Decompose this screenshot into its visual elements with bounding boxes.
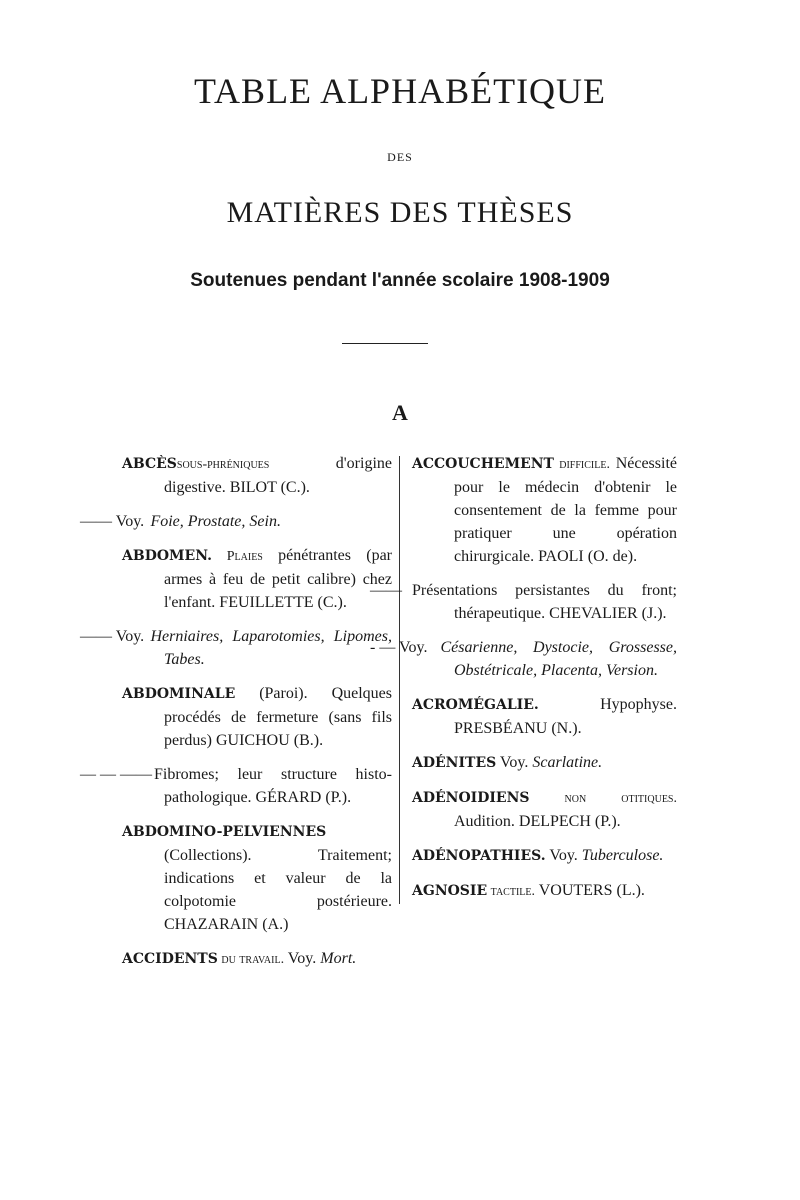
- index-entry: [370, 636, 677, 682]
- index-entry: [122, 452, 392, 499]
- entry-smallcaps: sous-phréniques: [176, 457, 270, 472]
- entry-reference: Scarlatine.: [532, 754, 603, 771]
- right-column: [370, 452, 677, 914]
- entry-heading: ABDOMINO-PELVIENNES: [122, 824, 327, 840]
- index-entry: [122, 682, 392, 752]
- left-column: [80, 452, 393, 982]
- page-tagline: Soutenues pendant l'année scolaire 1908-1909: [190, 270, 610, 291]
- entry-smallcaps: difficile.: [553, 457, 610, 472]
- entry-heading: ABDOMEN.: [122, 548, 212, 564]
- index-entry: [412, 452, 677, 568]
- entry-heading: ACCIDENTS: [122, 951, 218, 967]
- entry-text: pénétrantes (par armes à feu de petit calibre) chez l'enfant. FEUILLETTE (C.).: [164, 547, 393, 611]
- entry-heading: ACROMÉGALIE.: [412, 697, 539, 713]
- entry-dash: —— Voy.: [80, 513, 145, 530]
- entry-text: (Collections). Traitement; indications et valeur de la colpotomie postérieure. CHAZARAIN (A.): [164, 847, 392, 933]
- entry-text: d'origine digestive. BILOT (C.).: [164, 455, 392, 496]
- title-rule: [342, 343, 428, 344]
- entry-heading: ABDOMINALE: [122, 686, 236, 702]
- index-entry: [122, 820, 392, 936]
- entry-heading: ADÉNOIDIENS: [412, 790, 530, 806]
- index-entry: [80, 625, 392, 671]
- entry-dash: — — ——: [80, 766, 152, 783]
- entry-text: VOUTERS (L.).: [535, 882, 645, 899]
- entry-dash: —— Voy.: [80, 628, 145, 645]
- entry-smallcaps: tactile.: [487, 884, 535, 899]
- entry-heading: AGNOSIE: [412, 883, 488, 899]
- title-connector: DES: [387, 150, 413, 164]
- entry-text: Fibromes; leur structure histo-pathologique. GÉRARD (P.).: [154, 766, 392, 806]
- entry-heading: ACCOUCHEMENT: [412, 456, 554, 472]
- entry-smallcaps: Plaies: [211, 549, 263, 564]
- entry-heading: ADÉNITES: [412, 755, 497, 771]
- index-entry: [412, 693, 677, 740]
- entry-heading: ABCÈS: [122, 456, 177, 472]
- index-entry: [412, 879, 677, 903]
- entry-text: Hypophyse. PRESBÉANU (N.).: [454, 696, 677, 737]
- index-entry: [122, 544, 392, 614]
- entry-text: Voy.: [496, 754, 533, 771]
- page-subtitle: MATIÈRES DES THÈSES: [226, 196, 574, 229]
- entry-text: Nécessité pour le médecin d'obtenir le consentement de la femme pour pratiquer une opération chirurgicale. PAOLI (O. de).: [454, 455, 677, 565]
- entry-reference: Foie, Prostate, Sein.: [150, 513, 281, 530]
- index-entry: [412, 786, 677, 833]
- index-entry: [122, 947, 392, 971]
- entry-reference: Herniaires, Laparotomies, Lipomes, Tabes.: [150, 628, 392, 668]
- column-divider: [399, 456, 400, 904]
- entry-text: (Paroi). Quelques procédés de fermeture (sans fils perdus) GUICHOU (B.).: [164, 685, 392, 749]
- index-entry: [412, 751, 677, 775]
- entry-dash: - — Voy.: [370, 639, 428, 656]
- entry-text: Présentations persistantes du front; thérapeutique. CHEVALIER (J.).: [412, 582, 677, 622]
- entry-smallcaps: non otitiques.: [529, 791, 677, 806]
- section-letter: A: [392, 400, 408, 425]
- entry-reference: Césarienne, Dystocie, Grossesse, Obstétricale, Placenta, Version.: [440, 639, 677, 679]
- index-entry: [80, 763, 392, 809]
- page-title: TABLE ALPHABÉTIQUE: [193, 71, 607, 111]
- entry-smallcaps: du travail.: [217, 952, 285, 967]
- entry-text: Voy.: [545, 847, 582, 864]
- index-entry: [80, 510, 392, 533]
- entry-text: Voy.: [284, 950, 321, 967]
- index-entry: ——Présentations persistantes du front; thérapeutique. CHEVALIER (J.).: [370, 582, 677, 622]
- entry-reference: Tuberculose.: [581, 847, 664, 864]
- entry-reference: Mort.: [320, 950, 357, 967]
- index-entry: [412, 844, 677, 868]
- entry-heading: ADÉNOPATHIES.: [412, 848, 546, 864]
- entry-text: Audition. DELPECH (P.).: [454, 813, 621, 830]
